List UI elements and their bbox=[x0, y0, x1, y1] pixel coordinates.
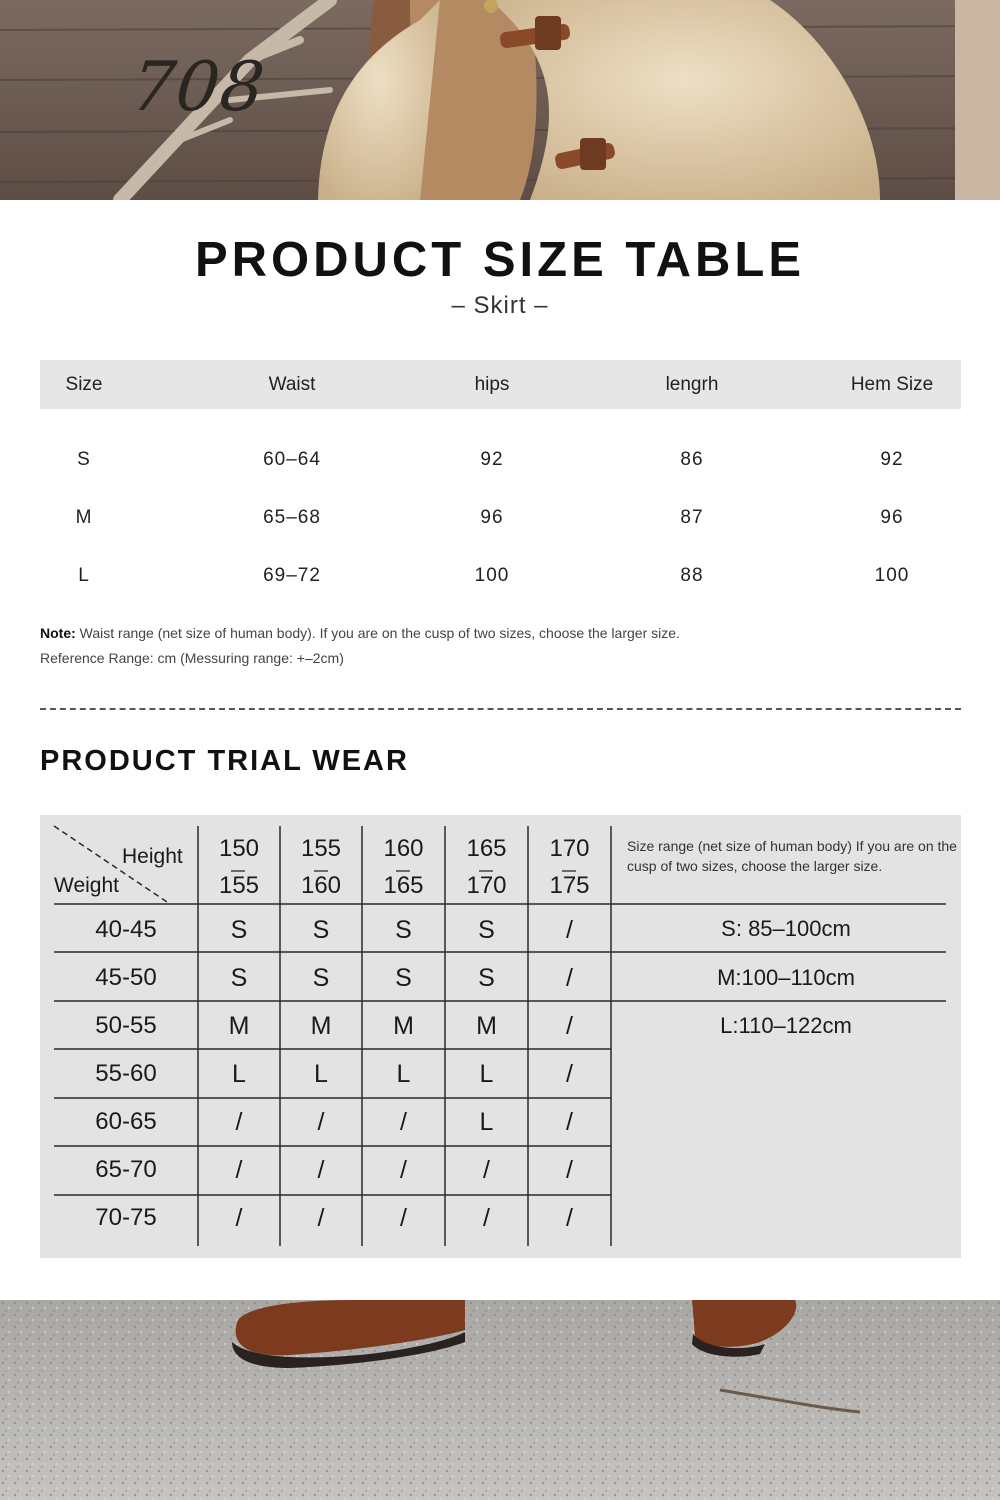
size-cell: / bbox=[400, 1156, 407, 1184]
weight-label: 50-55 bbox=[95, 1012, 157, 1039]
height-header-160-165 bbox=[362, 830, 445, 904]
cell-waist: 69–72 bbox=[263, 565, 321, 586]
table-row bbox=[40, 507, 961, 537]
trial-wear-table bbox=[40, 815, 961, 1258]
bottom-product-photo bbox=[0, 1300, 1000, 1500]
size-cell: S bbox=[312, 916, 330, 944]
size-cell: / bbox=[317, 1108, 325, 1136]
size-cell: / bbox=[235, 1108, 243, 1136]
header-hips: hips bbox=[474, 374, 510, 395]
note-label: Note: bbox=[40, 625, 76, 641]
size-cell: / bbox=[235, 1156, 243, 1184]
cell-hem-size: 92 bbox=[880, 449, 904, 470]
reference-range-note: Reference Range: cm (Messuring range: +–2cm) bbox=[40, 650, 344, 666]
height-from: 160 bbox=[383, 835, 424, 862]
size-cell: S bbox=[478, 964, 495, 992]
size-cell: / bbox=[317, 1156, 325, 1184]
size-cell: / bbox=[483, 1204, 490, 1232]
size-cell: / bbox=[566, 1108, 573, 1136]
size-cell: / bbox=[566, 964, 573, 992]
weight-label: 40-45 bbox=[95, 916, 157, 943]
size-cell: / bbox=[483, 1156, 490, 1184]
cell-length: 86 bbox=[680, 449, 704, 470]
size-cell: L bbox=[479, 1060, 494, 1088]
cell-hips: 100 bbox=[474, 565, 510, 586]
height-from: 155 bbox=[300, 835, 342, 862]
page-title: PRODUCT SIZE TABLE bbox=[194, 233, 806, 287]
size-cell: / bbox=[400, 1108, 407, 1136]
cell-hips: 96 bbox=[480, 507, 504, 528]
size-cell: L bbox=[396, 1060, 411, 1088]
table-row bbox=[40, 449, 961, 479]
house-number: 708 bbox=[127, 48, 269, 127]
height-header-170-175 bbox=[528, 830, 611, 904]
header-waist: Waist bbox=[268, 374, 316, 395]
size-cell: / bbox=[317, 1204, 325, 1232]
size-table-body bbox=[40, 409, 961, 609]
cell-hem-size: 100 bbox=[874, 565, 910, 586]
cell-waist: 60–64 bbox=[263, 449, 321, 470]
range-s: S: 85–100cm bbox=[721, 916, 851, 941]
size-cell: M bbox=[228, 1012, 250, 1040]
section-divider bbox=[40, 708, 961, 710]
height-to: 165 bbox=[383, 872, 424, 899]
size-cell: / bbox=[566, 1204, 573, 1232]
size-range-note: Size range (net size of human body) If you are on the cusp of two sizes, choose the larger size. bbox=[627, 838, 957, 874]
size-cell: S bbox=[395, 964, 412, 992]
size-cell: / bbox=[400, 1204, 407, 1232]
size-cell: / bbox=[566, 1060, 573, 1088]
height-to: 170 bbox=[466, 872, 507, 899]
size-cell: / bbox=[566, 1012, 573, 1040]
header-size: Size bbox=[65, 374, 103, 395]
size-cell: S bbox=[478, 916, 495, 944]
height-from: 170 bbox=[549, 835, 590, 862]
cell-size: S bbox=[77, 449, 91, 470]
page-subtitle: – Skirt – bbox=[451, 292, 549, 319]
range-l: L:110–122cm bbox=[720, 1013, 852, 1038]
header-length: lengrh bbox=[665, 374, 719, 395]
cell-length: 88 bbox=[680, 565, 704, 586]
size-table-header bbox=[40, 360, 961, 409]
trial-wear-title: PRODUCT TRIAL WEAR bbox=[40, 745, 409, 777]
weight-label: 55-60 bbox=[95, 1060, 157, 1087]
size-cell: S bbox=[395, 916, 412, 944]
cell-hips: 92 bbox=[480, 449, 504, 470]
cell-size: L bbox=[78, 565, 90, 586]
size-cell: M bbox=[476, 1012, 497, 1040]
bottom-photo-art bbox=[0, 1300, 1000, 1500]
size-cell: M bbox=[310, 1012, 332, 1040]
corner-height-label: Height bbox=[122, 845, 183, 868]
corner-weight-label: Weight bbox=[54, 874, 119, 897]
size-cell: M bbox=[393, 1012, 414, 1040]
weight-label: 45-50 bbox=[95, 964, 157, 991]
range-m: M:100–110cm bbox=[717, 965, 855, 990]
header-hem-size: Hem Size bbox=[850, 374, 934, 395]
size-cell: S bbox=[230, 964, 248, 992]
height-to: 155 bbox=[218, 872, 260, 899]
cell-length: 87 bbox=[680, 507, 704, 528]
size-cell: L bbox=[479, 1108, 494, 1136]
height-header-155-160 bbox=[280, 830, 362, 904]
height-header-165-170 bbox=[445, 830, 528, 904]
size-cell: / bbox=[566, 916, 573, 944]
size-cell: / bbox=[235, 1204, 243, 1232]
note-text: Waist range (net size of human body). If you are on the cusp of two sizes, choose the larger size. bbox=[75, 625, 680, 641]
weight-label: 65-70 bbox=[95, 1156, 157, 1183]
height-to: 160 bbox=[300, 872, 342, 899]
cell-hem-size: 96 bbox=[880, 507, 904, 528]
height-to: 175 bbox=[549, 872, 590, 899]
table-row bbox=[40, 565, 961, 595]
height-header-150-155 bbox=[198, 830, 280, 904]
size-cell: S bbox=[312, 964, 330, 992]
weight-label: 60-65 bbox=[95, 1108, 157, 1135]
size-cell: L bbox=[232, 1060, 246, 1088]
top-product-photo bbox=[0, 0, 1000, 200]
size-note bbox=[40, 625, 680, 641]
height-from: 165 bbox=[466, 835, 507, 862]
cell-waist: 65–68 bbox=[263, 507, 321, 528]
size-cell: L bbox=[314, 1060, 328, 1088]
size-cell: / bbox=[566, 1156, 573, 1184]
cell-size: M bbox=[75, 507, 93, 528]
height-from: 150 bbox=[218, 835, 260, 862]
weight-label: 70-75 bbox=[95, 1204, 157, 1231]
size-cell: S bbox=[230, 916, 248, 944]
